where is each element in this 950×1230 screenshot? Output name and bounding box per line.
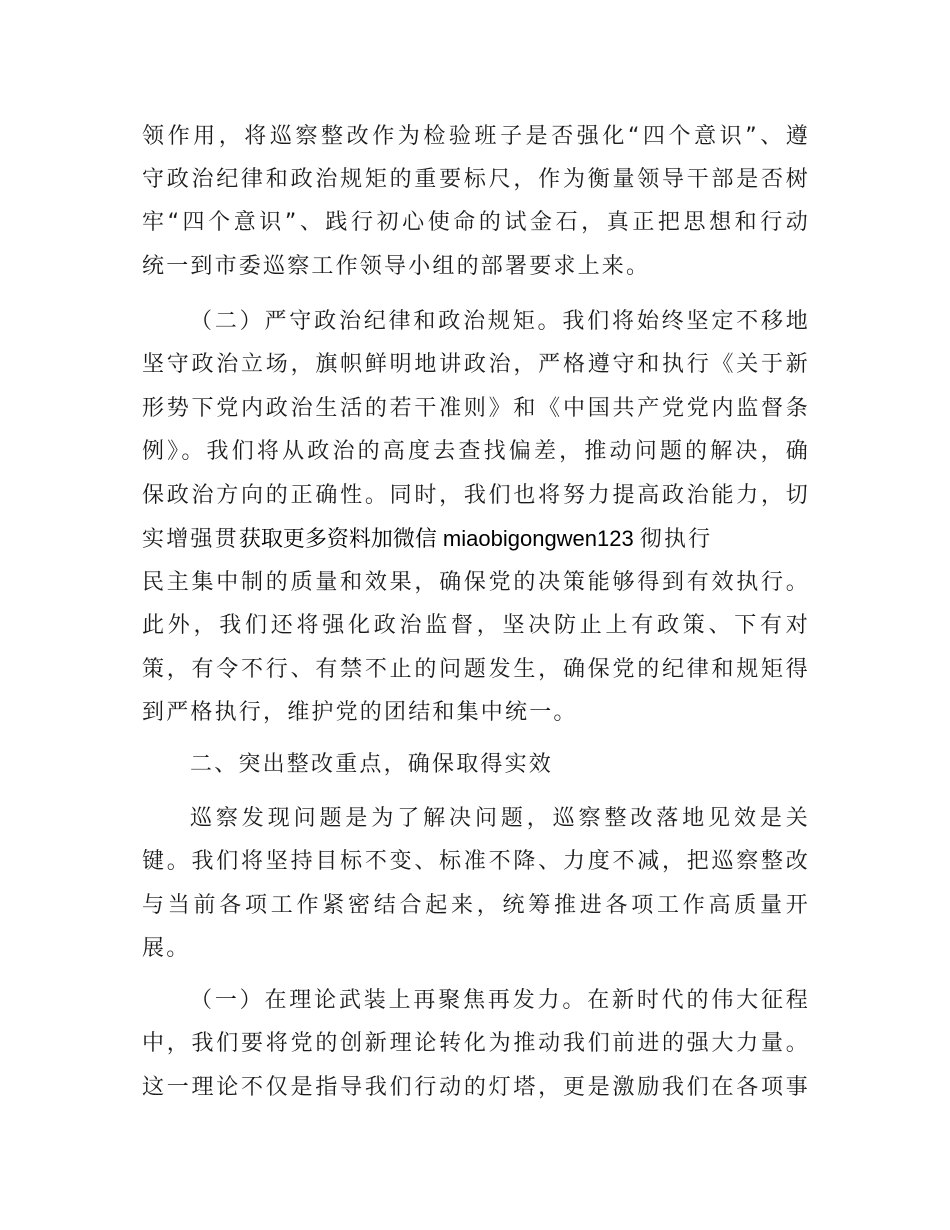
paragraph-fragment: 彻执行 (639, 527, 713, 552)
paragraph-line: 领作用，将巡察整改作为检验班子是否强化“四个意识”、遵 (142, 124, 810, 149)
paragraph-line: 统一到市委巡察工作领导小组的部署要求上来。 (142, 254, 651, 279)
paragraph-line: 坚守政治立场，旗帜鲜明地讲政治，严格遵守和执行《关于新 (142, 352, 810, 377)
paragraph-line: （一）在理论武装上再聚焦再发力。在新时代的伟大征程 (190, 988, 810, 1013)
paragraph-line: 民主集中制的质量和效果，确保党的决策能够得到有效执行。 (142, 570, 810, 595)
section-heading: 二、突出整改重点，确保取得实效 (190, 752, 554, 777)
paragraph-line: 到严格执行，维护党的团结和集中统一。 (142, 700, 578, 725)
paragraph-line: 与当前各项工作紧密结合起来，统筹推进各项工作高质量开 (142, 893, 810, 918)
watermark-text: 获取更多资料加微信 miaobigongwen123 (238, 526, 634, 551)
paragraph-line: 这一理论不仅是指导我们行动的灯塔，更是激励我们在各项事 (142, 1075, 810, 1100)
paragraph-line: 牢“四个意识”、践行初心使命的试金石，真正把思想和行动 (142, 210, 810, 235)
paragraph-line: 形势下党内政治生活的若干准则》和《中国共产党党内监督条 (142, 396, 810, 421)
paragraph-line: 保政治方向的正确性。同时，我们也将努力提高政治能力，切 (142, 483, 810, 508)
paragraph-line: （二）严守政治纪律和政治规矩。我们将始终坚定不移地 (190, 309, 810, 334)
paragraph-line: 此外，我们还将强化政治监督，坚决防止上有政策、下有对 (142, 613, 810, 638)
paragraph-line: 策，有令不行、有禁不止的问题发生，确保党的纪律和规矩得 (142, 657, 810, 682)
paragraph-line: 例》。我们将从政治的高度去查找偏差，推动问题的解决，确 (142, 439, 810, 464)
paragraph-line: 巡察发现问题是为了解决问题，巡察整改落地见效是关 (190, 806, 810, 831)
paragraph-line: 展。 (142, 936, 191, 961)
paragraph-line: 守政治纪律和政治规矩的重要标尺，作为衡量领导干部是否树 (142, 167, 810, 192)
paragraph-line: 键。我们将坚持目标不变、标准不降、力度不减，把巡察整改 (142, 849, 810, 874)
paragraph-line: 中，我们要将党的创新理论转化为推动我们前进的强大力量。 (142, 1031, 810, 1056)
paragraph-line-mixed (142, 524, 712, 554)
paragraph-fragment: 实增强贯 (142, 527, 239, 552)
